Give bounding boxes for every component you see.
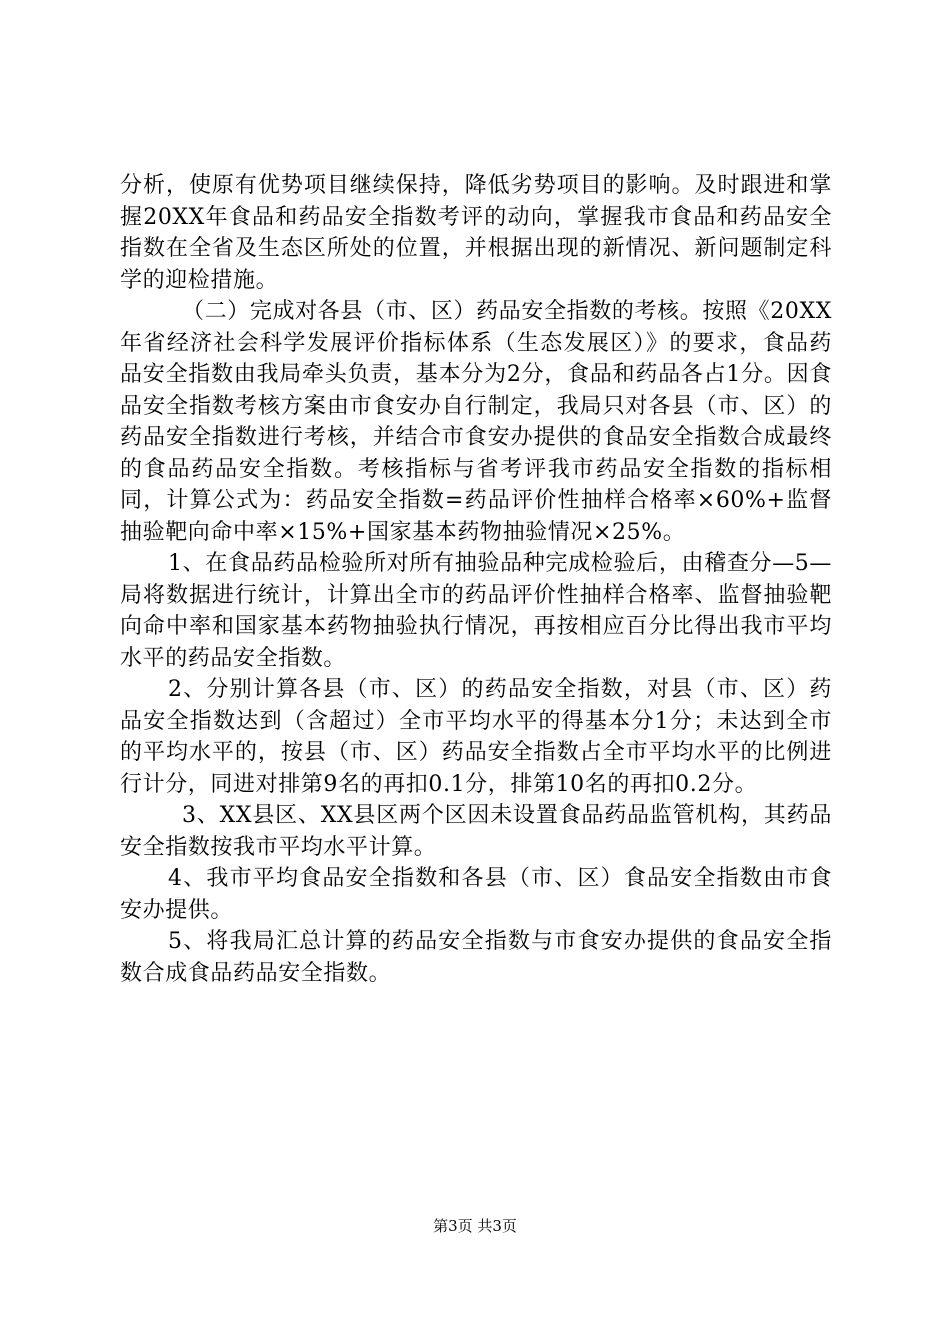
page-number-label: 第3页 共3页 [433,1217,517,1235]
paragraph-item-5: 5、将我局汇总计算的药品安全指数与市食安办提供的食品安全指数合成食品药品安全指数。 [120,929,832,986]
paragraph-item-2: 2、分别计算各县（市、区）的药品安全指数，对县（市、区）药品安全指数达到（含超过）全市平均水平的得基本分1分；未达到全市的平均水平的，按县（市、区）药品安全指数占全市平均水平的比例进行计分，同进对排第9名的再扣0.1分，排第10名的再扣0.2分。 [120,677,832,797]
paragraph-item-3: 3、XX县区、XX县区两个区因未设置食品药品监管机构，其药品安全指数按我市平均水平计算。 [120,803,832,860]
paragraph-item-1: 1、在食品药品检验所对所有抽验品种完成检验后，由稽查分—5—局将数据进行统计，计算出全市的药品评价性抽样合格率、监督抽验靶向命中率和国家基本药物抽验执行情况，再按相应百分比得出我市平均水平的药品安全指数。 [120,551,832,671]
paragraph-analysis-continuation: 分析，使原有优势项目继续保持，降低劣势项目的影响。及时跟进和掌握20XX年食品和药品安全指数考评的动向，掌握我市食品和药品安全指数在全省及生态区所处的位置，并根据出现的新情况、新问题制定科学的迎检措施。 [120,173,832,293]
page-footer [0,1216,950,1236]
paragraph-section-two: （二）完成对各县（市、区）药品安全指数的考核。按照《20XX年省经济社会科学发展评价指标体系（生态发展区）》的要求，食品药品安全指数由我局牵头负责，基本分为2分，食品和药品各占1分。因食品安全指数考核方案由市食安办自行制定，我局只对各县（市、区）的药品安全指数进行考核，并结合市食安办提供的食品安全指数合成最终的食品药品安全指数。考核指标与省考评我市药品安全指数的指标相同，计算公式为：药品安全指数=药品评价性抽样合格率×60%+监督抽验靶向命中率×15%+国家基本药物抽验情况×25%。 [120,299,832,545]
paragraph-item-4: 4、我市平均食品安全指数和各县（市、区）食品安全指数由市食安办提供。 [120,866,832,923]
document-body [120,170,832,989]
